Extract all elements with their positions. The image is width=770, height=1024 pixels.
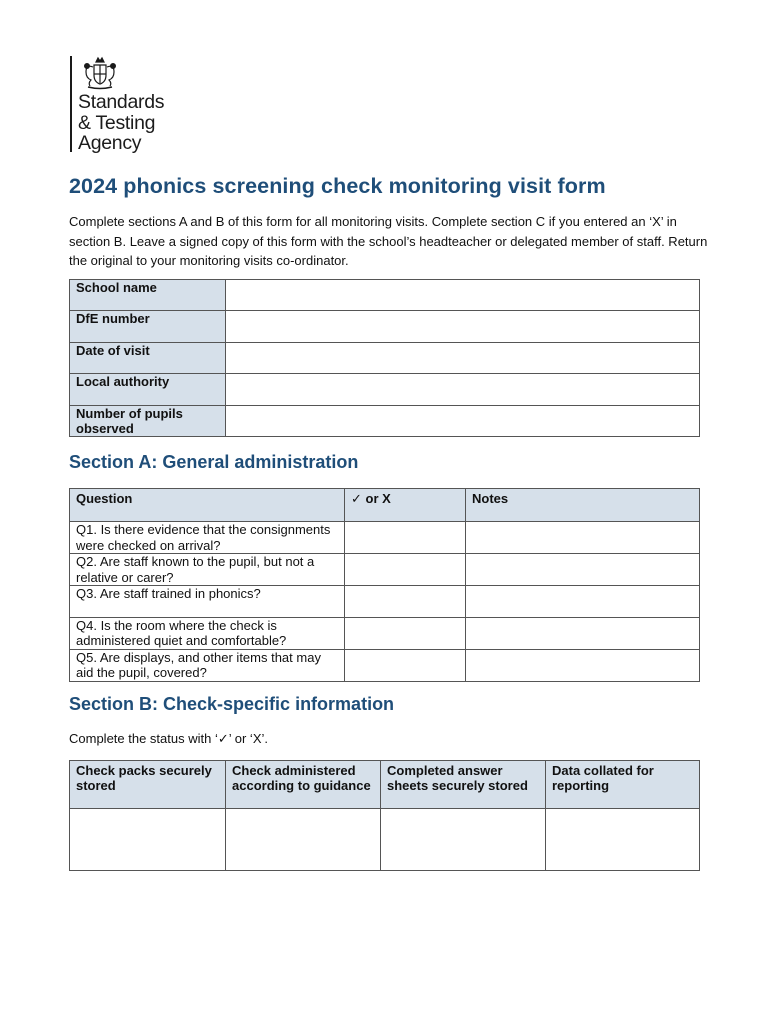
section-a-table bbox=[69, 488, 700, 682]
table-row bbox=[70, 586, 700, 618]
school-details-table bbox=[69, 279, 700, 437]
sta-logo bbox=[70, 56, 164, 154]
table-header-row bbox=[70, 489, 700, 522]
q5-notes-field[interactable] bbox=[466, 649, 700, 681]
q4-notes-field[interactable] bbox=[466, 617, 700, 649]
question-1: Q1. Is there evidence that the consignments were checked on arrival? bbox=[70, 522, 345, 554]
check-or-x-header: ✓ or X bbox=[345, 489, 466, 522]
question-2: Q2. Are staff known to the pupil, but not a relative or carer? bbox=[70, 554, 345, 586]
table-row bbox=[70, 554, 700, 586]
local-authority-label: Local authority bbox=[70, 374, 226, 405]
table-row bbox=[70, 374, 700, 405]
pupils-observed-label: Number of pupils observed bbox=[70, 405, 226, 436]
answer-sheets-header: Completed answer sheets securely stored bbox=[381, 761, 546, 809]
table-row bbox=[70, 311, 700, 342]
school-name-field[interactable] bbox=[226, 280, 700, 311]
school-name-label: School name bbox=[70, 280, 226, 311]
section-b-table bbox=[69, 760, 700, 871]
q5-status-field[interactable] bbox=[345, 649, 466, 681]
answer-sheets-status-field[interactable] bbox=[381, 809, 546, 871]
date-of-visit-label: Date of visit bbox=[70, 342, 226, 373]
check-administered-status-field[interactable] bbox=[226, 809, 381, 871]
q3-status-field[interactable] bbox=[345, 586, 466, 618]
table-row bbox=[70, 522, 700, 554]
form-title: 2024 phonics screening check monitoring visit form bbox=[69, 174, 606, 198]
data-collated-status-field[interactable] bbox=[546, 809, 700, 871]
check-packs-header: Check packs securely stored bbox=[70, 761, 226, 809]
q2-status-field[interactable] bbox=[345, 554, 466, 586]
section-a-title: Section A: General administration bbox=[69, 452, 359, 472]
section-b-title: Section B: Check-specific information bbox=[69, 694, 395, 714]
status-instruction: Complete the status with ‘✓’ or ‘X’. bbox=[69, 731, 268, 746]
royal-coat-of-arms-icon bbox=[80, 56, 120, 90]
question-3: Q3. Are staff trained in phonics? bbox=[70, 586, 345, 618]
table-header-row bbox=[70, 761, 700, 809]
table-row bbox=[70, 617, 700, 649]
q1-status-field[interactable] bbox=[345, 522, 466, 554]
pupils-observed-field[interactable] bbox=[226, 405, 700, 436]
table-row bbox=[70, 809, 700, 871]
question-5: Q5. Are displays, and other items that may aid the pupil, covered? bbox=[70, 649, 345, 681]
question-header: Question bbox=[70, 489, 345, 522]
q2-notes-field[interactable] bbox=[466, 554, 700, 586]
question-4: Q4. Is the room where the check is administered quiet and comfortable? bbox=[70, 617, 345, 649]
q3-notes-field[interactable] bbox=[466, 586, 700, 618]
q4-status-field[interactable] bbox=[345, 617, 466, 649]
data-collated-header: Data collated for reporting bbox=[546, 761, 700, 809]
date-of-visit-field[interactable] bbox=[226, 342, 700, 373]
dfe-number-field[interactable] bbox=[226, 311, 700, 342]
notes-header: Notes bbox=[466, 489, 700, 522]
q1-notes-field[interactable] bbox=[466, 522, 700, 554]
check-packs-status-field[interactable] bbox=[70, 809, 226, 871]
local-authority-field[interactable] bbox=[226, 374, 700, 405]
intro-paragraph: Complete sections A and B of this form for all monitoring visits. Complete section C if you entered an ‘X’ in section B. Leave a signed copy of this form with the school’s headteacher or delegated member of staff. Return the original to your monitoring visits co-ordinator. bbox=[69, 214, 708, 268]
table-row bbox=[70, 280, 700, 311]
table-row bbox=[70, 405, 700, 436]
logo-line-3: Agency bbox=[78, 132, 142, 154]
check-administered-header: Check administered according to guidance bbox=[226, 761, 381, 809]
logo-divider bbox=[70, 56, 72, 152]
logo-line-2: & Testing bbox=[78, 111, 156, 134]
table-row bbox=[70, 342, 700, 373]
logo-line-1: Standards bbox=[78, 91, 165, 113]
table-row bbox=[70, 649, 700, 681]
dfe-number-label: DfE number bbox=[70, 311, 226, 342]
